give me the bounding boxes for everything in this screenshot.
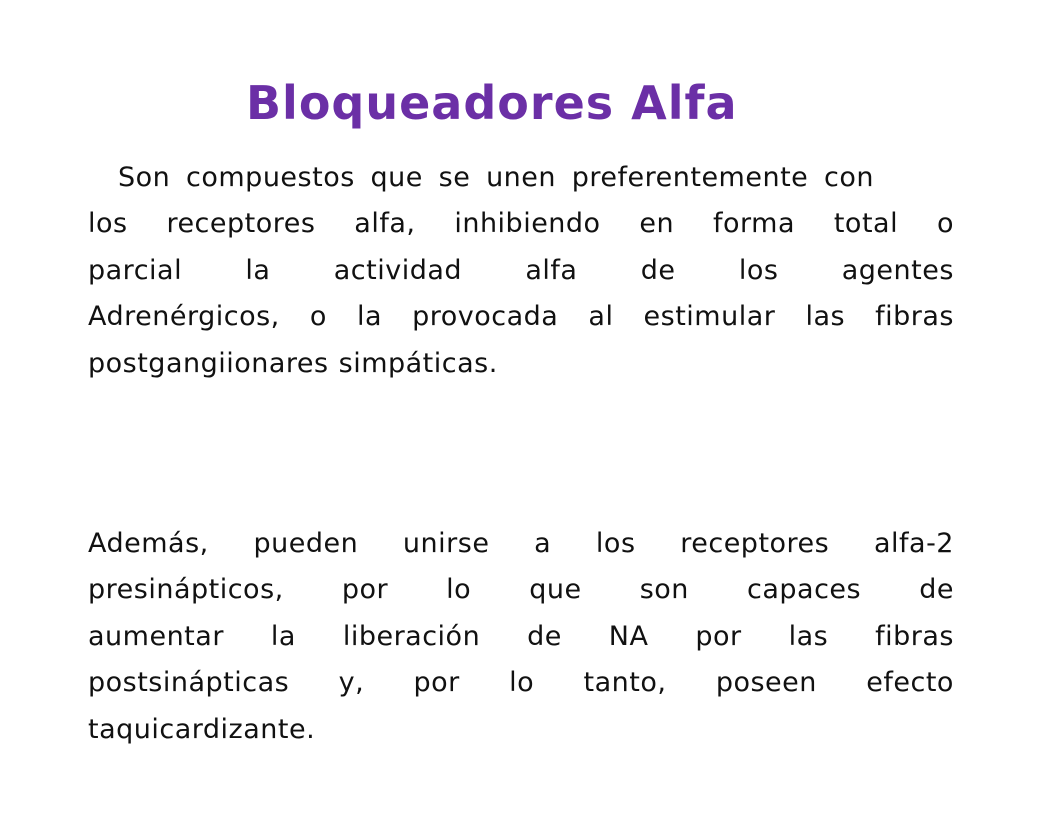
word: efecto xyxy=(866,667,954,699)
text-line xyxy=(88,154,874,201)
word: total xyxy=(833,208,899,240)
word: simpáticas. xyxy=(338,347,498,379)
word: alfa, xyxy=(354,208,416,240)
text-line xyxy=(88,520,954,567)
word: o xyxy=(936,208,954,240)
word: agentes xyxy=(841,254,954,286)
text-line xyxy=(88,340,954,387)
word: receptores xyxy=(166,208,316,240)
word: que xyxy=(370,161,423,193)
word: NA xyxy=(608,620,649,652)
word: provocada xyxy=(412,301,559,333)
text-line xyxy=(88,706,954,753)
word: por xyxy=(413,667,460,699)
word: los xyxy=(88,208,128,240)
paragraph-definition xyxy=(88,154,954,387)
word: taquicardizante. xyxy=(88,713,316,745)
word: las xyxy=(788,620,829,652)
word: la xyxy=(245,254,271,286)
word: alfa xyxy=(525,254,578,286)
word: aumentar xyxy=(88,620,224,652)
word: liberación xyxy=(342,620,481,652)
word: estimular xyxy=(643,301,776,333)
word: Adrenérgicos, xyxy=(88,301,280,333)
word: de xyxy=(919,574,954,606)
word: unirse xyxy=(402,527,490,559)
text-line xyxy=(88,613,954,660)
word: receptores xyxy=(680,527,830,559)
word: forma xyxy=(713,208,795,240)
word: presinápticos, xyxy=(88,574,284,606)
word: por xyxy=(695,620,742,652)
word: postgangiionares xyxy=(88,347,329,379)
word: que xyxy=(529,574,582,606)
word: de xyxy=(527,620,562,652)
word: postsinápticas xyxy=(88,667,290,699)
word: en xyxy=(639,208,675,240)
word: la xyxy=(270,620,296,652)
word: unen xyxy=(486,161,557,193)
word: poseen xyxy=(715,667,817,699)
word: pueden xyxy=(253,527,359,559)
word: Además, xyxy=(88,527,209,559)
document-title: Bloqueadores Alfa xyxy=(246,76,738,130)
word: lo xyxy=(509,667,535,699)
word: de xyxy=(640,254,676,286)
text-line xyxy=(88,247,954,294)
word: los xyxy=(738,254,779,286)
word: o xyxy=(309,301,327,333)
text-line xyxy=(88,201,954,248)
word: actividad xyxy=(333,254,463,286)
word: capaces xyxy=(747,574,862,606)
word: inhibiendo xyxy=(454,208,601,240)
word: al xyxy=(588,301,614,333)
word: con xyxy=(824,161,874,193)
word: las xyxy=(805,301,846,333)
word: parcial xyxy=(88,254,183,286)
text-line xyxy=(88,294,954,341)
word: son xyxy=(639,574,689,606)
word: los xyxy=(595,527,636,559)
paragraph-additional-effects xyxy=(88,520,954,753)
word: preferentemente xyxy=(571,161,809,193)
word: tanto, xyxy=(583,667,667,699)
word: Son xyxy=(118,161,171,193)
word: se xyxy=(438,161,471,193)
word: fibras xyxy=(875,301,954,333)
word: fibras xyxy=(875,620,954,652)
word: lo xyxy=(446,574,472,606)
word: y, xyxy=(338,667,365,699)
word: por xyxy=(341,574,389,606)
text-line xyxy=(88,567,954,614)
word: a xyxy=(534,527,552,559)
word: compuestos xyxy=(186,161,355,193)
word: alfa-2 xyxy=(873,527,954,559)
word: la xyxy=(356,301,382,333)
text-line xyxy=(88,660,954,707)
